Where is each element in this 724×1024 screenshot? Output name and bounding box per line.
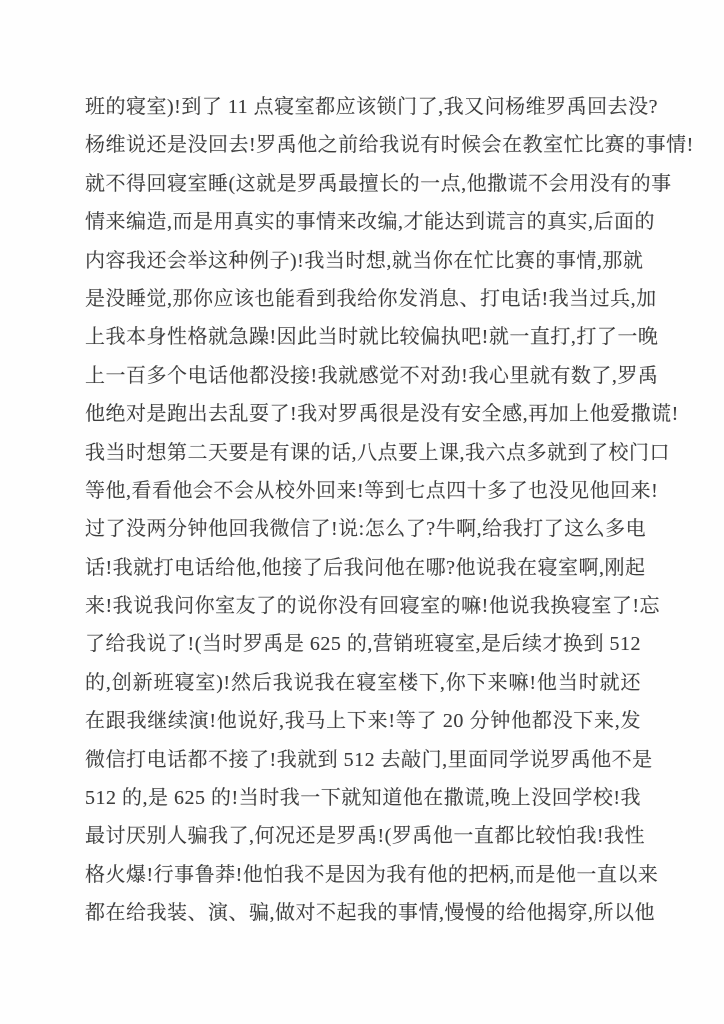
text-line: 是没睡觉,那你应该也能看到我给你发消息、打电话!我当过兵,加 xyxy=(85,287,657,310)
text-line: 最讨厌别人骗我了,何况还是罗禹!(罗禹他一直都比较怕我!我性 xyxy=(85,825,645,848)
paragraph-text-block xyxy=(85,88,694,933)
text-line: 上我本身性格就急躁!因此当时就比较偏执吧!就一直打,打了一晚 xyxy=(85,326,659,349)
text-line: 512 的,是 625 的!当时我一下就知道他在撒谎,晚上没回学校!我 xyxy=(85,787,641,810)
text-line: 来!我说我问你室友了的说你没有回寝室的嘛!他说我换寝室了!忘 xyxy=(85,595,660,618)
text-line: 的,创新班寝室)!然后我说我在寝室楼下,你下来嘛!他当时就还 xyxy=(85,671,641,694)
text-line: 过了没两分钟他回我微信了!说:怎么了?牛啊,给我打了这么多电 xyxy=(85,518,647,541)
text-line: 上一百多个电话他都没接!我就感觉不对劲!我心里就有数了,罗禹 xyxy=(85,364,659,387)
text-line: 他绝对是跑出去乱耍了!我对罗禹很是没有安全感,再加上他爱撒谎! xyxy=(85,403,679,426)
text-line: 情来编造,而是用真实的事情来改编,才能达到谎言的真实,后面的 xyxy=(85,211,655,234)
text-line: 在跟我继续演!他说好,我马上下来!等了 20 分钟他都没下来,发 xyxy=(85,710,641,733)
text-line: 杨维说还是没回去!罗禹他之前给我说有时候会在教室忙比赛的事情! xyxy=(85,134,694,157)
text-line: 格火爆!行事鲁莽!他怕我不是因为我有他的把柄,而是他一直以来 xyxy=(85,863,659,886)
text-line: 了给我说了!(当时罗禹是 625 的,营销班寝室,是后续才换到 512 xyxy=(85,633,641,656)
text-line: 班的寝室)!到了 11 点寝室都应该锁门了,我又问杨维罗禹回去没? xyxy=(85,96,658,118)
text-line: 话!我就打电话给他,他接了后我问他在哪?他说我在寝室啊,刚起 xyxy=(85,556,646,579)
text-line: 我当时想第二天要是有课的话,八点要上课,我六点多就到了校门口 xyxy=(85,441,670,464)
text-line: 内容我还会举这种例子)!我当时想,就当你在忙比赛的事情,那就 xyxy=(85,249,644,272)
text-line: 等他,看看他会不会从校外回来!等到七点四十多了也没见他回来! xyxy=(85,479,659,502)
text-line: 微信打电话都不接了!我就到 512 去敲门,里面同学说罗禹他不是 xyxy=(85,748,653,771)
text-line: 都在给我装、演、骗,做对不起我的事情,慢慢的给他揭穿,所以他 xyxy=(85,902,655,925)
text-line: 就不得回寝室睡(这就是罗禹最擅长的一点,他撒谎不会用没有的事 xyxy=(85,172,672,195)
